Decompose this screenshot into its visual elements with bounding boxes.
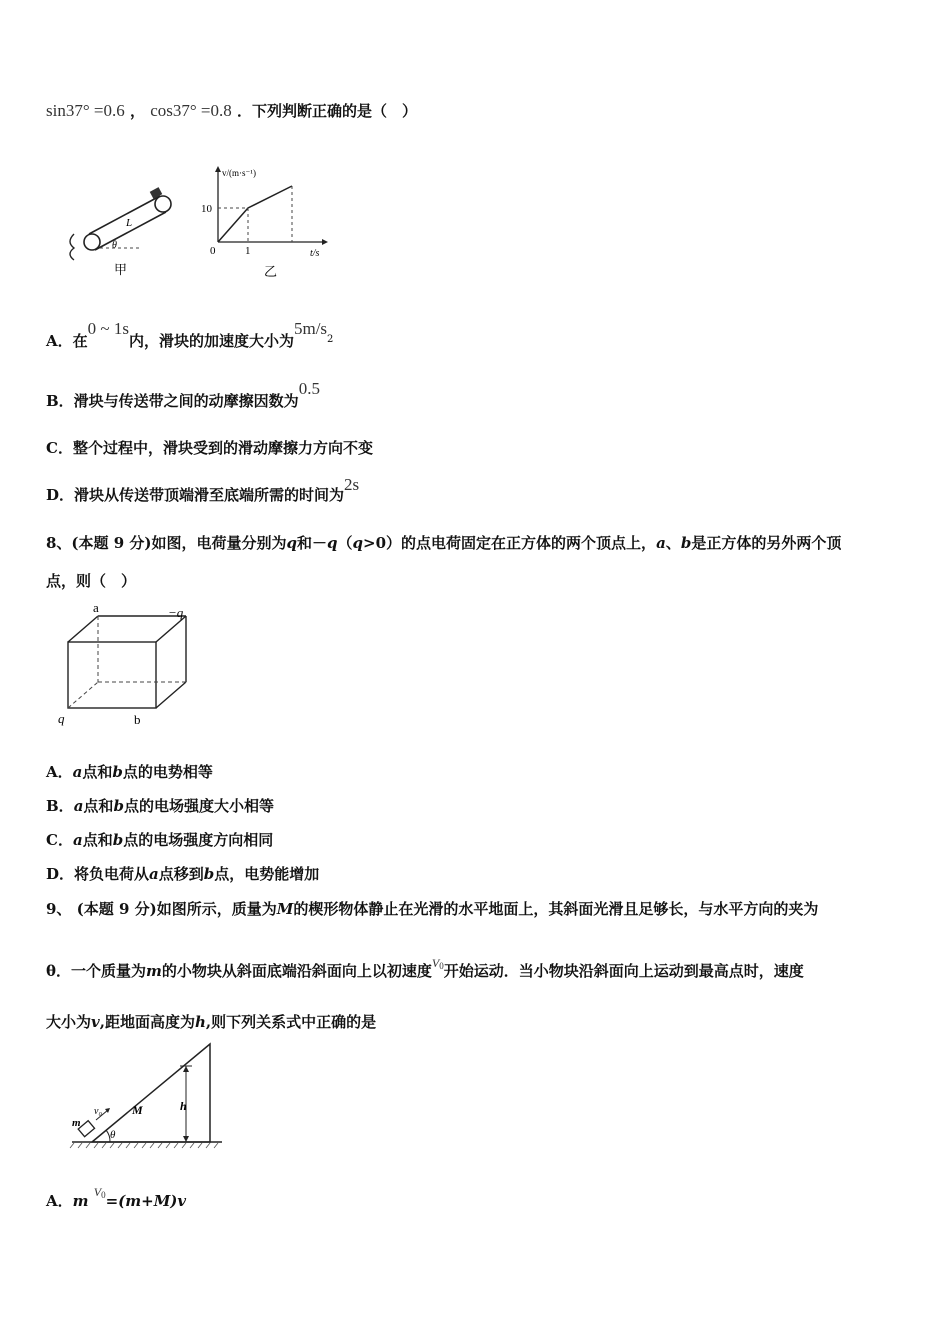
option-b-text: B．滑块与传送带之间的动摩擦因数为 <box>46 392 299 410</box>
q8-option-a <box>46 761 213 782</box>
wedge-label-m: m <box>72 1117 81 1129</box>
q8-stem-part: >0）的点电荷固定在正方体的两个顶点上， <box>363 534 657 552</box>
q7-figure-yi <box>198 160 338 282</box>
m-symbol: m <box>146 962 162 980</box>
acceleration-exponent: 2 <box>327 334 334 345</box>
cube-label-b: b <box>134 712 141 727</box>
option-label: B． <box>46 797 74 815</box>
q7-option-a <box>46 319 334 351</box>
q9-stem-part: θ．一个质量为 <box>46 962 147 980</box>
yi-ylabel: v/(m·s⁻¹) <box>222 168 256 178</box>
option-text: 点和 <box>82 763 113 781</box>
jia-caption: 甲 <box>114 262 128 277</box>
option-label: A． <box>46 763 73 781</box>
wedge-label-theta: θ <box>110 1129 116 1141</box>
a-symbol: a <box>656 534 666 552</box>
option-text: 点移到 <box>158 865 204 883</box>
q9-wedge-figure <box>66 1040 226 1152</box>
q9-stem-part: 的楔形物体静止在光滑的水平地面上，其斜面光滑且足够长，与水平方向的夹为 <box>293 900 819 918</box>
q9-stem-part: ,距地面高度为 <box>99 1013 195 1031</box>
a-symbol: a <box>72 831 83 849</box>
v-symbol: v <box>91 1013 100 1031</box>
b-symbol: b <box>112 763 123 781</box>
option-text: 点的电场强度方向相同 <box>123 831 274 849</box>
option-text: 点的电势相等 <box>122 763 213 781</box>
q7-stem-line <box>46 100 417 121</box>
q8-stem-part: 8、(本题 9 分)如图，电荷量分别为 <box>46 534 287 552</box>
comma: ， <box>129 102 145 120</box>
sin37-given: sin37° =0.6 <box>46 101 125 120</box>
option-text: 点，电势能增加 <box>214 865 320 883</box>
option-label: D．将负电荷从 <box>46 865 150 883</box>
b-symbol: b <box>680 534 692 552</box>
option-c-text: C．整个过程中，滑块受到的滑动摩擦力方向不变 <box>46 439 373 457</box>
a-symbol: a <box>149 865 159 883</box>
q9-stem-part: ,则下列关系式中正确的是 <box>205 1013 377 1031</box>
option-label: A． <box>46 1192 73 1210</box>
option-a-prefix: A．在 <box>46 332 88 350</box>
q8-option-c <box>46 829 273 850</box>
v0-symbol: V <box>93 1185 102 1199</box>
q7-stem-tail: ．下列判断正确的是（ ） <box>237 102 418 120</box>
option-text: 点和 <box>82 831 113 849</box>
yi-x1-label: 1 <box>245 245 251 257</box>
q7-option-c <box>46 437 373 458</box>
v0-subscript: 0 <box>439 961 444 971</box>
b-symbol: b <box>113 797 124 815</box>
option-label: C． <box>46 831 73 849</box>
wedge-label-M: M <box>132 1103 143 1117</box>
q8-stem-end: 点，则（ ） <box>46 572 137 590</box>
yi-xlabel: t/s <box>310 248 320 259</box>
M-symbol: M <box>276 900 294 918</box>
a-symbol: a <box>72 763 83 781</box>
option-d-text: D．滑块从传送带顶端滑至底端所需的时间为 <box>46 486 345 504</box>
acceleration-math: 5m/s <box>293 319 328 338</box>
q-symbol: q <box>352 534 364 552</box>
q8-stem-line-1 <box>46 532 841 553</box>
q9-stem-line-1 <box>46 898 818 919</box>
q9-stem-part: 开始运动．当小物块沿斜面向上运动到最高点时，速度 <box>443 962 804 980</box>
m-symbol: m <box>72 1192 89 1210</box>
v0-subscript: 0 <box>101 1190 106 1200</box>
q9-stem-line-3 <box>46 1011 376 1032</box>
friction-coefficient-math: 0.5 <box>298 379 320 398</box>
q9-stem-part: 的小物块从斜面底端沿斜面向上以初速度 <box>161 962 432 980</box>
b-symbol: b <box>203 865 215 883</box>
q8-stem-part: 和－ <box>297 534 328 552</box>
q9-option-a <box>46 1185 187 1211</box>
yi-y10-label: 10 <box>201 203 212 215</box>
option-text: 点的电场强度大小相等 <box>123 797 274 815</box>
q8-stem-line-2 <box>46 570 136 591</box>
q7-option-b <box>46 379 320 411</box>
jia-L-label: L <box>126 217 133 229</box>
q8-stem-part: 、 <box>665 534 681 552</box>
momentum-equation: =(m+M)v <box>105 1192 187 1210</box>
option-text: 点和 <box>83 797 114 815</box>
cube-label-minus-q: −q <box>168 605 184 620</box>
q8-option-b <box>46 795 274 816</box>
q8-cube-figure <box>50 600 200 735</box>
v0-symbol: V <box>431 956 440 970</box>
yi-caption: 乙 <box>264 264 278 279</box>
wedge-label-v0: v₀ <box>94 1106 102 1117</box>
q7-figure-jia <box>60 180 190 280</box>
time-math: 2s <box>344 475 360 494</box>
q7-option-d <box>46 475 360 505</box>
wedge-label-h: h <box>180 1099 187 1113</box>
cube-label-q: q <box>58 711 65 726</box>
cos37-given: cos37° =0.8 <box>150 101 232 120</box>
q-symbol: q <box>327 534 338 552</box>
jia-theta-label: θ <box>112 240 117 251</box>
time-interval-math: 0 ~ 1s <box>87 319 129 338</box>
option-a-text: 内，滑块的加速度大小为 <box>128 332 294 350</box>
yi-origin-label: 0 <box>210 245 216 257</box>
q9-stem-line-2 <box>46 956 804 981</box>
b-symbol: b <box>112 831 124 849</box>
q-symbol: q <box>286 534 298 552</box>
a-symbol: a <box>73 797 84 815</box>
q9-stem-part: 9、 (本题 9 分)如图所示，质量为 <box>46 900 277 918</box>
q8-option-d <box>46 863 319 884</box>
q8-stem-part: （ <box>337 534 353 552</box>
cube-label-a: a <box>93 600 99 615</box>
q9-stem-part: 大小为 <box>46 1013 92 1031</box>
q8-stem-part: 是正方体的另外两个顶 <box>691 534 842 552</box>
h-symbol: h <box>194 1013 206 1031</box>
